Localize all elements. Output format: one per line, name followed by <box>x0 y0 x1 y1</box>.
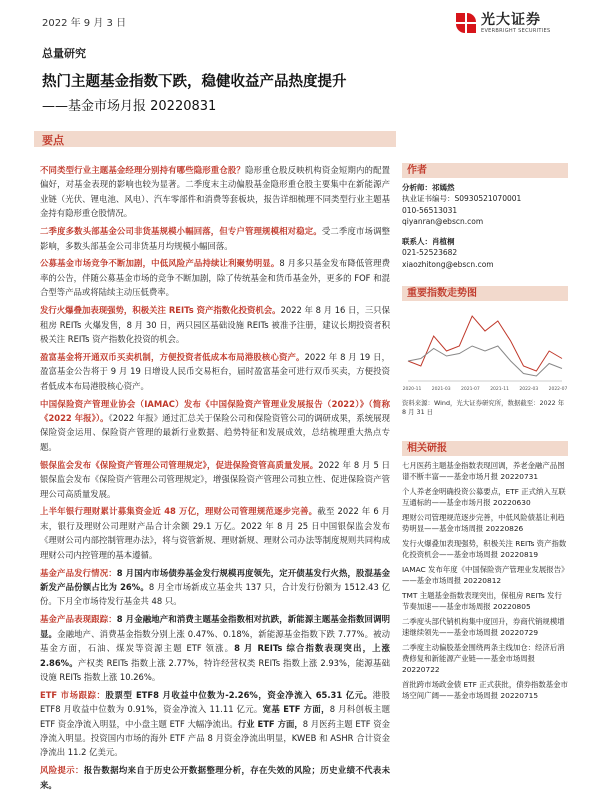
chart-section-header: 重要指数走势图 <box>402 286 568 301</box>
related-report-link[interactable]: 首批跨市场政金债 ETF 正式获批，债券指数基金市场空间广阔——基金市场周报 20220715 <box>402 680 568 700</box>
related-report-link[interactable]: 发行火爆叠加表现强势，积极关注 REITs 资产指数化投资机会——基金市场周报 20220819 <box>402 539 567 559</box>
author-section-header: 作者 <box>402 163 568 178</box>
summary-label: 要点 <box>42 134 64 147</box>
chart-x-tick-label: 2022-03 <box>519 387 539 392</box>
chart-source-note: 资料来源：Wind，光大证券研究所，数据截至：2022 年 8 月 31 日 <box>402 399 565 416</box>
author-details <box>402 182 568 270</box>
related-section <box>402 441 568 705</box>
summary-paragraph: 银保监会发布《保险资产管理公司管理规定》，促进保险资管高质量发展。2022 年 8 月 5 日银保监会发布《保险资产管理公司管理规定》，增强保险资产管理公司独立性、促进保险资产管理公司高质量发展。 <box>40 459 390 499</box>
logo-cn-text: 光大证券 <box>481 11 541 28</box>
related-report-link[interactable]: 二季度头部代销机构集中度回升，券商代销规模增速继续领先——基金市场周报 20220729 <box>402 617 565 637</box>
index-trend-chart <box>402 305 568 397</box>
summary-header-bar <box>34 131 396 147</box>
summary-paragraph: 上半年银行理财累计募集资金近 48 万亿，理财公司管理规范逐步完善。截至 2022 年 6 月末，银行及理财公司理财产品合计余额 29.1 万亿。2022 年 8 月 25 日中国银保监会发布《理财公司内部控制管理办法》，将与资管新规、理财新规、理财公司办法等制度规则共同构成理财公司内控管理的基本遵循。 <box>40 506 390 560</box>
chart-section <box>402 286 568 417</box>
related-report-link[interactable]: 二季度主动偏股基金围绕两条主线加仓：经济后消费修复和新能源产业链——基金市场周报 20220722 <box>402 643 565 674</box>
related-report-link[interactable]: 七月医药主题基金指数表现回调，养老金融产品图谱不断丰富——基金市场月报 20220731 <box>402 461 565 481</box>
related-report-link[interactable]: 理财公司管理规范逐步完善，中低风险债基让利趋势明显——基金市场周报 20220826 <box>402 513 565 533</box>
analyst-line: 分析师：祁嫣然 <box>402 183 455 192</box>
related-report-link[interactable]: 个人养老金明确投资公募要点，ETF 正式纳入互联互通标的——基金市场月报 20220630 <box>402 487 566 507</box>
summary-paragraph: 二季度多数头部基金公司非货基规模小幅回落，但专户管理规模相对稳定。受二季度市场调整影响，多数头部基金公司非货基月均规模小幅回落。 <box>40 226 391 251</box>
related-list <box>402 460 568 701</box>
chart-series-line <box>408 316 562 371</box>
summary-paragraph: 盈富基金将开通双币买卖机制，方便投资者低成本布局港股核心资产。2022 年 8 月 19 日，盈富基金公告将于 9 月 19 日增设人民币交易柜台，届时盈富基金可进行双币买卖，方便投资者低成本布局港股核心资产。 <box>40 351 390 391</box>
summary-paragraph: 风险提示：报告数据均来自于历史公开数据整理分析，存在失效的风险；历史业绩不代表未来。 <box>40 765 391 790</box>
report-date: 2022 年 9 月 3 日 <box>42 18 127 29</box>
logo-en-text: EVERBRIGHT SECURITIES <box>481 27 551 34</box>
summary-paragraph: 基金产品表现跟踪：8 月金融地产和消费主题基金指数相对抗跌，新能源主题基金指数回调明显。金融地产、消费基金指数分别上涨 0.47%、0.18%，新能源基金指数下跌 7.77%。被动基金方面，石油、煤炭等资源主题 ETF 领涨。8 月 REITs 综合指数表现突出，上涨 2.86%。产权类 REITs 指数上涨 2.77%，特许经营权类 REITs 指数上涨 2.93%，能源基础设施 REITs 指数上涨 10.26%。 <box>40 614 391 682</box>
related-report-link[interactable]: TMT 主题基金指数表现突出，保租房 REITs 发行节奏加速——基金市场周报 20220805 <box>402 591 562 611</box>
contact-email[interactable]: xiaozhitong@ebscn.com <box>402 259 494 269</box>
analyst-email[interactable]: qiyanran@ebscn.com <box>402 216 484 226</box>
related-report-link[interactable]: IAMAC 发布年度《中国保险资产管理业发展报告》——基金市场周报 20220812 <box>402 565 565 585</box>
summary-paragraph: 中国保险资产管理业协会（IAMAC）发布《中国保险资产管理业发展报告（2022）》（简称《2022 年报》）。《2022 年报》通过汇总关于保险公司和保险资管公司的调研成果，系统展现保险资金运用、保险资产管理的最新行业数据、趋势特征和发展成效，总结梳理重大热点专题。 <box>40 398 390 452</box>
chart-x-tick-label: 2021-07 <box>460 387 480 392</box>
summary-paragraph: ETF 市场跟踪：股票型 ETF8 月收益中位数为-2.26%，资金净流入 65.31 亿元。港股 ETF8 月收益中位数为 0.91%，资金净流入 11.11 亿元。宽基 ETF 方面，8 月科创板主题 ETF 资金净流入明显，中小盘主题 ETF 大幅净流出。行业 ETF 方面，8 月医药主题 ETF 资金净流入明显。投资国内市场的海外 ETF 产品 8 月资金净流出明显，KWEB 和 ASHR 合计资金净流出 11.2 亿美元。 <box>40 689 391 758</box>
chart-x-tick-label: 2021-11 <box>490 387 510 392</box>
chart-x-tick-label: 2022-07 <box>548 387 568 392</box>
report-title: 热门主题基金指数下跌，稳健收益产品热度提升 <box>42 74 347 90</box>
summary-paragraph: 不同类型行业主题基金经理分别持有哪些隐形重仓股？隐形重仓股反映机构资金短期内的配置偏好，对基金表现的影响也较为显著。二季度末主动偏股基金隐形重仓股主要集中在新能源产业链（光伏、锂电池、风电）、汽车零部件和消费等套板块，报告详细梳理不同类型行业主题基金持有隐形重仓股情况。 <box>40 165 391 219</box>
summary-paragraph: 发行火爆叠加表现强势，积极关注 REITs 资产指数化投资机会。2022 年 8 月 16 日，三只保租房 REITs 火爆发售，8 月 30 日，两只园区基础设施 REITs 被准予注册，建议长期投资者积极关注 REITs 资产指数化投资的机会。 <box>40 305 390 344</box>
related-section-header: 相关研报 <box>402 441 568 456</box>
chart-x-tick-label: 2020-11 <box>402 387 422 392</box>
summary-paragraph: 公募基金市场竞争不断加剧，中低风险产品持续让利聚势明显。8 月多只基金发布降低管理费率的公告，伴随公募基金市场的竞争不断加剧，除了传统基金和货币基金外，更多的 FOF 和混合型等产品或将陆续主动压低费率。 <box>40 258 390 298</box>
report-category: 总量研究 <box>42 47 86 60</box>
everbright-logo <box>456 8 576 38</box>
logo-mark-icon <box>456 13 476 33</box>
contact-phone: 021-52523682 <box>402 248 458 258</box>
summary-paragraph: 基金产品发行情况：8 月国内市场债券基金发行规模再度领先，定开债基发行火热，股混基金新发产品份额占比为 26%。8 月全市场新成立基金共 137 只，合计发行份额为 1512.43 亿份。下月全市场待发行基金共 48 只。 <box>40 567 390 607</box>
analyst-license: 执业证书编号：S0930521070001 <box>402 194 522 204</box>
summary-body <box>40 163 390 796</box>
analyst-phone: 010-56513031 <box>402 205 458 215</box>
contact-line: 联系人：肖植桐 <box>402 237 455 247</box>
chart-x-tick-label: 2021-03 <box>431 387 451 392</box>
report-subtitle: ——基金市场月报 20220831 <box>42 99 217 114</box>
author-section <box>402 163 568 270</box>
chart-series-line <box>408 346 562 376</box>
